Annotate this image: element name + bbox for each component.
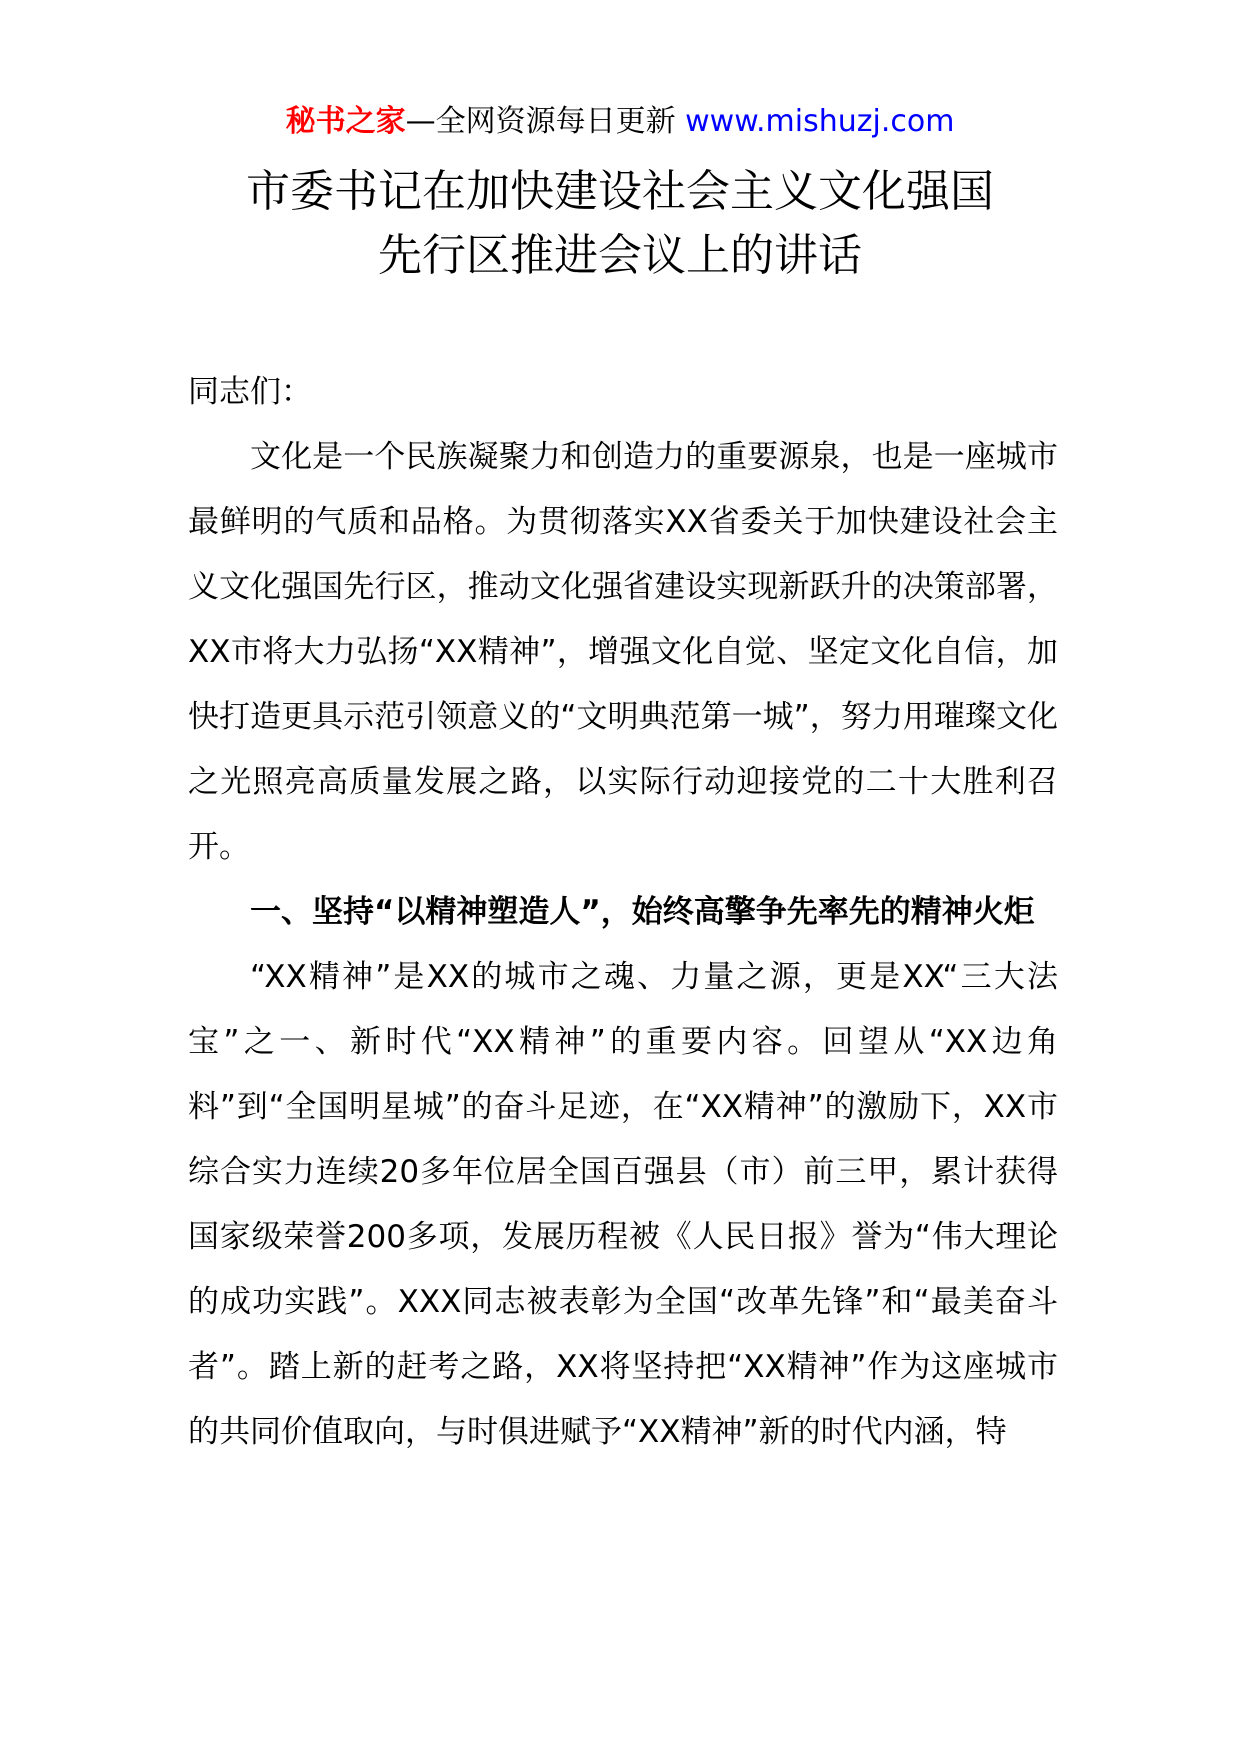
- section-heading-1: 一、坚持“以精神塑造人”，始终高擎争先率先的精神火炬: [250, 894, 1035, 930]
- salutation: 同志们：: [188, 374, 312, 410]
- title-line-2: 先行区推进会议上的讲话: [378, 230, 862, 281]
- site-tagline: —全网资源每日更新: [405, 104, 686, 139]
- paragraph-section-1: “XX精神”是XX的城市之魂、力量之源，更是XX“三大法宝”之一、新时代“XX精神”的重要内容。回望从“XX边角料”到“全国明星城”的奋斗足迹，在“XX精神”的激励下，XX市综合实力连续20多年位居全国百强县（市）前三甲，累计获得国家级荣誉200多项，发展历程被《人民日报》誉为“伟大理论的成功实践”。XXX同志被表彰为全国“改革先锋”和“最美奋斗者”。踏上新的赶考之路，XX将坚持把“XX精神”作为这座城市的共同价值取向，与时俱进赋予“XX精神”新的时代内涵，特: [188, 959, 1058, 1450]
- title-line-1: 市委书记在加快建设社会主义文化强国: [246, 166, 994, 217]
- site-url-link[interactable]: www.mishuzj.com: [685, 104, 955, 139]
- document-title: [0, 160, 1240, 288]
- site-header: [0, 100, 1240, 144]
- document-body: [188, 360, 1058, 1465]
- paragraph-intro: 文化是一个民族凝聚力和创造力的重要源泉，也是一座城市最鲜明的气质和品格。为贯彻落实XX省委关于加快建设社会主义文化强国先行区，推动文化强省建设实现新跃升的决策部署，XX市将大力弘扬“XX精神”，增强文化自觉、坚定文化自信，加快打造更具示范引领意义的“文明典范第一城”，努力用璀璨文化之光照亮高质量发展之路，以实际行动迎接党的二十大胜利召开。: [188, 439, 1058, 865]
- site-brand: 秘书之家: [285, 104, 406, 139]
